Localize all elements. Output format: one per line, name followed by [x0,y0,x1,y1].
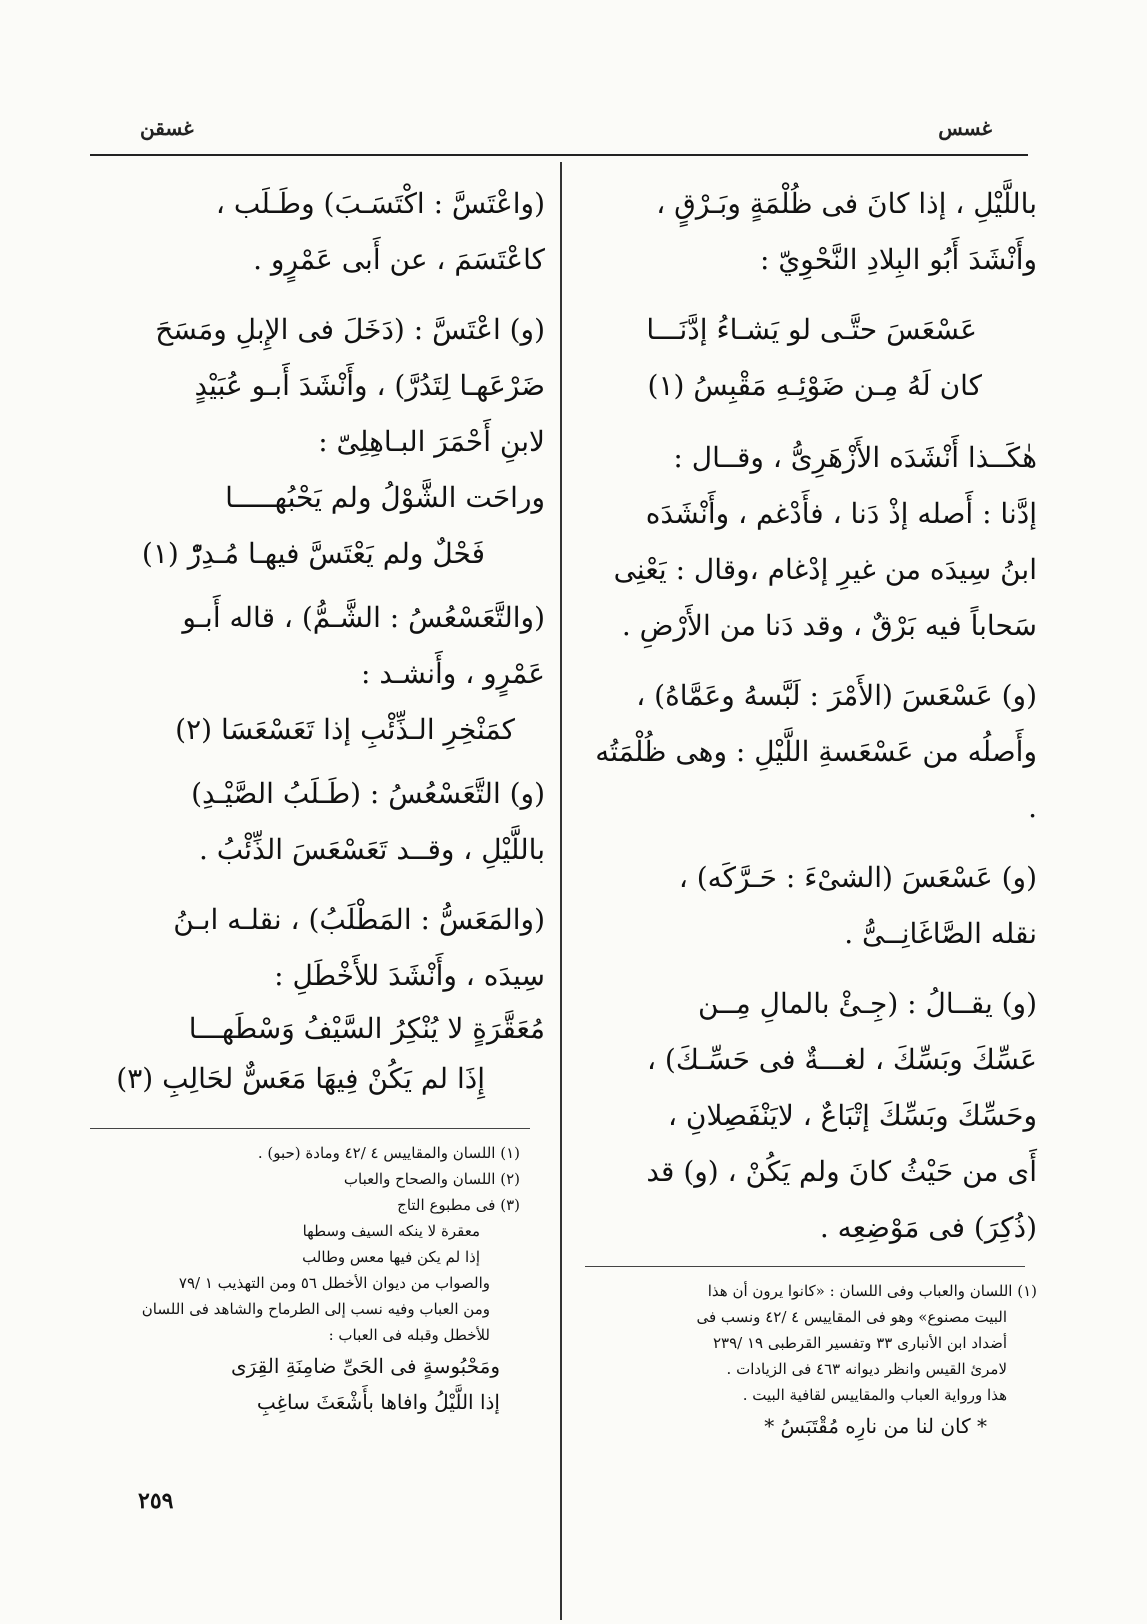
text-line: وحَسِّكَ وبَسِّكَ إتْبَاعٌ ، لايَنْفَصِلانِ ، [667,1099,1037,1132]
text-line: سَحاباً فيه بَرْقٌ ، وقد دَنا من الأَرْضِ . [621,609,1037,642]
footnote-line: أضداد ابن الأنبارى ٣٣ وتفسير القرطبى ١٩ /٢٣٩ [713,1334,1007,1352]
text-line: سِيدَه ، وأَنْشَدَ للأَخْطَلِ : [274,959,545,992]
entry-text [592,850,1037,962]
footnote-line: والصواب من ديوان الأخطل ٥٦ ومن التهذيب ١ /٧٩ [178,1274,490,1292]
footnotes-right [607,1278,1037,1444]
footnote-line: لامرئ القيس وانظر ديوانه ٤٦٣ فى الزيادات . [726,1360,1007,1378]
text-line: باللَّيْلِ ، إذا كانَ فى ظُلْمَةٍ وبَـرْقٍ ، [656,187,1037,220]
right-column [592,176,1037,1270]
entry-text [592,430,1037,654]
footnotes-left [90,1140,520,1420]
text-line: باللَّيْلِ ، وقــد تَعَسْعَسَ الذِّئْبُ . [198,833,545,866]
footnote-line: (١) اللسان والعباب وفى اللسان : «كانوا يرون أن هذا [707,1282,1037,1300]
entry-text [592,176,1037,288]
text-line: هٰكَــذا أَنْشَدَه الأَزْهَرِىُّ ، وقــال : [673,441,1037,474]
text-line: (و) اعْتَسَّ : (دَخَلَ فى الإِبلِ ومَسَحَ [155,313,545,346]
text-line: (و) عَسْعَسَ (الأَمْرَ : لَبَّسهُ وعَمَّاهُ) ، [636,679,1037,712]
text-line: أَى من حَيْثُ كانَ ولم يَكُنْ ، (و) قد [646,1155,1037,1188]
text-line: وأَنْشَدَ أَبُو البِلادِ النَّحْوِيّ : [760,243,1037,276]
text-line: وأَصلُه من عَسْعَسةِ اللَّيْلِ : وهى ظُلْمَتُه . [595,735,1037,824]
page-number: ٢٥٩ [138,1488,174,1514]
entry-text [90,892,545,1004]
footnote-separator [90,1128,530,1129]
footnote-line: للأخطل وقبله فى العباب : [328,1326,490,1344]
text-line: عَمْرٍو ، وأَنشـد : [360,657,545,690]
entry-text [90,176,545,288]
verse-line: فَحْلٌ ولم يَعْتَسَّ فيهـا مُـدِرّْ (١) [141,537,485,570]
footnote-line: معقرة لا ينكه السيف وسطها [302,1222,480,1240]
footnote-line: هذا ورواية العباب والمقاييس لقافية البيت . [742,1386,1007,1404]
verse-line: كمَنْخِرِ الـذِّئْبِ إذا تَعَسْعَسَا (٢) [175,713,515,746]
text-line: ابنُ سِيدَه من غيرِ إدْغام ،وقال : يَعْنِى [613,553,1037,586]
footnote-line: (١) اللسان والمقاييس ٤ /٤٢ ومادة (حبو) . [257,1144,520,1162]
entry-text [90,302,545,470]
footnote-verse: إذا اللَّيْلُ وافاها بأَشْعَثَ ساغِبِ [256,1390,500,1414]
verse-line: كان لَهُ مِـن ضَوْئِـهِ مَقْبِسُ (١) [647,369,982,402]
left-column [90,176,545,1112]
text-line: (واعْتَسَّ : اكْتَسَـبَ) وطَـلَب ، [215,187,545,220]
entry-text [90,590,545,702]
footnote-verse: ومَحْبُوسةٍ فى الحَىِّ ضامِنَةِ القِرَى [230,1354,500,1378]
text-line: نقله الصَّاغَانِــىُّ . [844,917,1037,950]
text-line: (و) يقــالُ : (جِـئْ بالمالِ مِــن [698,987,1037,1020]
footnote-line: ومن العباب وفيه نسب إلى الطرماح والشاهد فى اللسان [141,1300,490,1318]
footnote-line: البيت مصنوع» وهو فى المقاييس ٤ /٤٢ ونسب فى [696,1308,1007,1326]
verse-line: مُعَقَّرَةٍ لا يُنْكِرُ السَّيْفُ وَسْطَهـــا [188,1012,545,1045]
verse-line: عَسْعَسَ حتَّـى لو يَشـاءُ إدَّنَـــا [646,313,977,346]
text-line: إدَّنا : أَصله إذْ دَنا ، فأَدْغم ، وأَنْشَدَه [645,497,1037,530]
header-keyword-right: غسس [938,116,992,140]
column-divider [560,162,562,1620]
footnote-separator [585,1266,1025,1267]
text-line: لابنِ أَحْمَرَ البـاهِلِىّ : [318,425,545,458]
text-line: (ذُكِرَ) فى مَوْضِعِه . [819,1211,1037,1244]
text-line: (و) التَّعَسْعُسُ : (طَـلَبُ الصَّيْـدِ) [191,777,545,810]
verse-line: وراحَت الشَّوْلُ ولم يَحْبُهـــــا [225,481,545,514]
text-line: (و) عَسْعَسَ (الشىْءَ : حَـرَّكَه) ، [678,861,1037,894]
entry-text [592,668,1037,836]
text-line: عَسِّكَ وبَسِّكَ ، لغـــةٌ فى حَسِّـكَ) ، [646,1043,1037,1076]
verse-line: إِذَا لم يَكُنْ فِيهَا مَعَسٌّ لحَالِبِ (٣) [116,1062,485,1095]
text-line: (والتَّعَسْعُسُ : الشَّـمُّ) ، قاله أَبـو [182,601,545,634]
entry-text [90,766,545,878]
text-line: ضَرْعَهـا لِتَدُرَّ) ، وأَنْشَدَ أَبـو عُبَيْدٍ [194,369,545,402]
text-line: (والمَعَسُّ : المَطْلَبُ) ، نقلـه ابـنُ [173,903,545,936]
header-rule [90,154,1028,156]
footnote-line: (٣) فى مطبوع التاج [397,1196,520,1214]
footnote-line: إذا لم يكن فيها معس وطالب [302,1248,480,1266]
footnote-line: (٢) اللسان والصحاح والعباب [343,1170,520,1188]
footnote-verse: * كان لنا من نارِه مُقْتَبَسُ * [764,1414,987,1438]
entry-text [592,976,1037,1256]
header-keyword-left: غسقن [140,116,194,140]
text-line: كاعْتَسَمَ ، عن أَبى عَمْرٍو . [253,243,545,276]
